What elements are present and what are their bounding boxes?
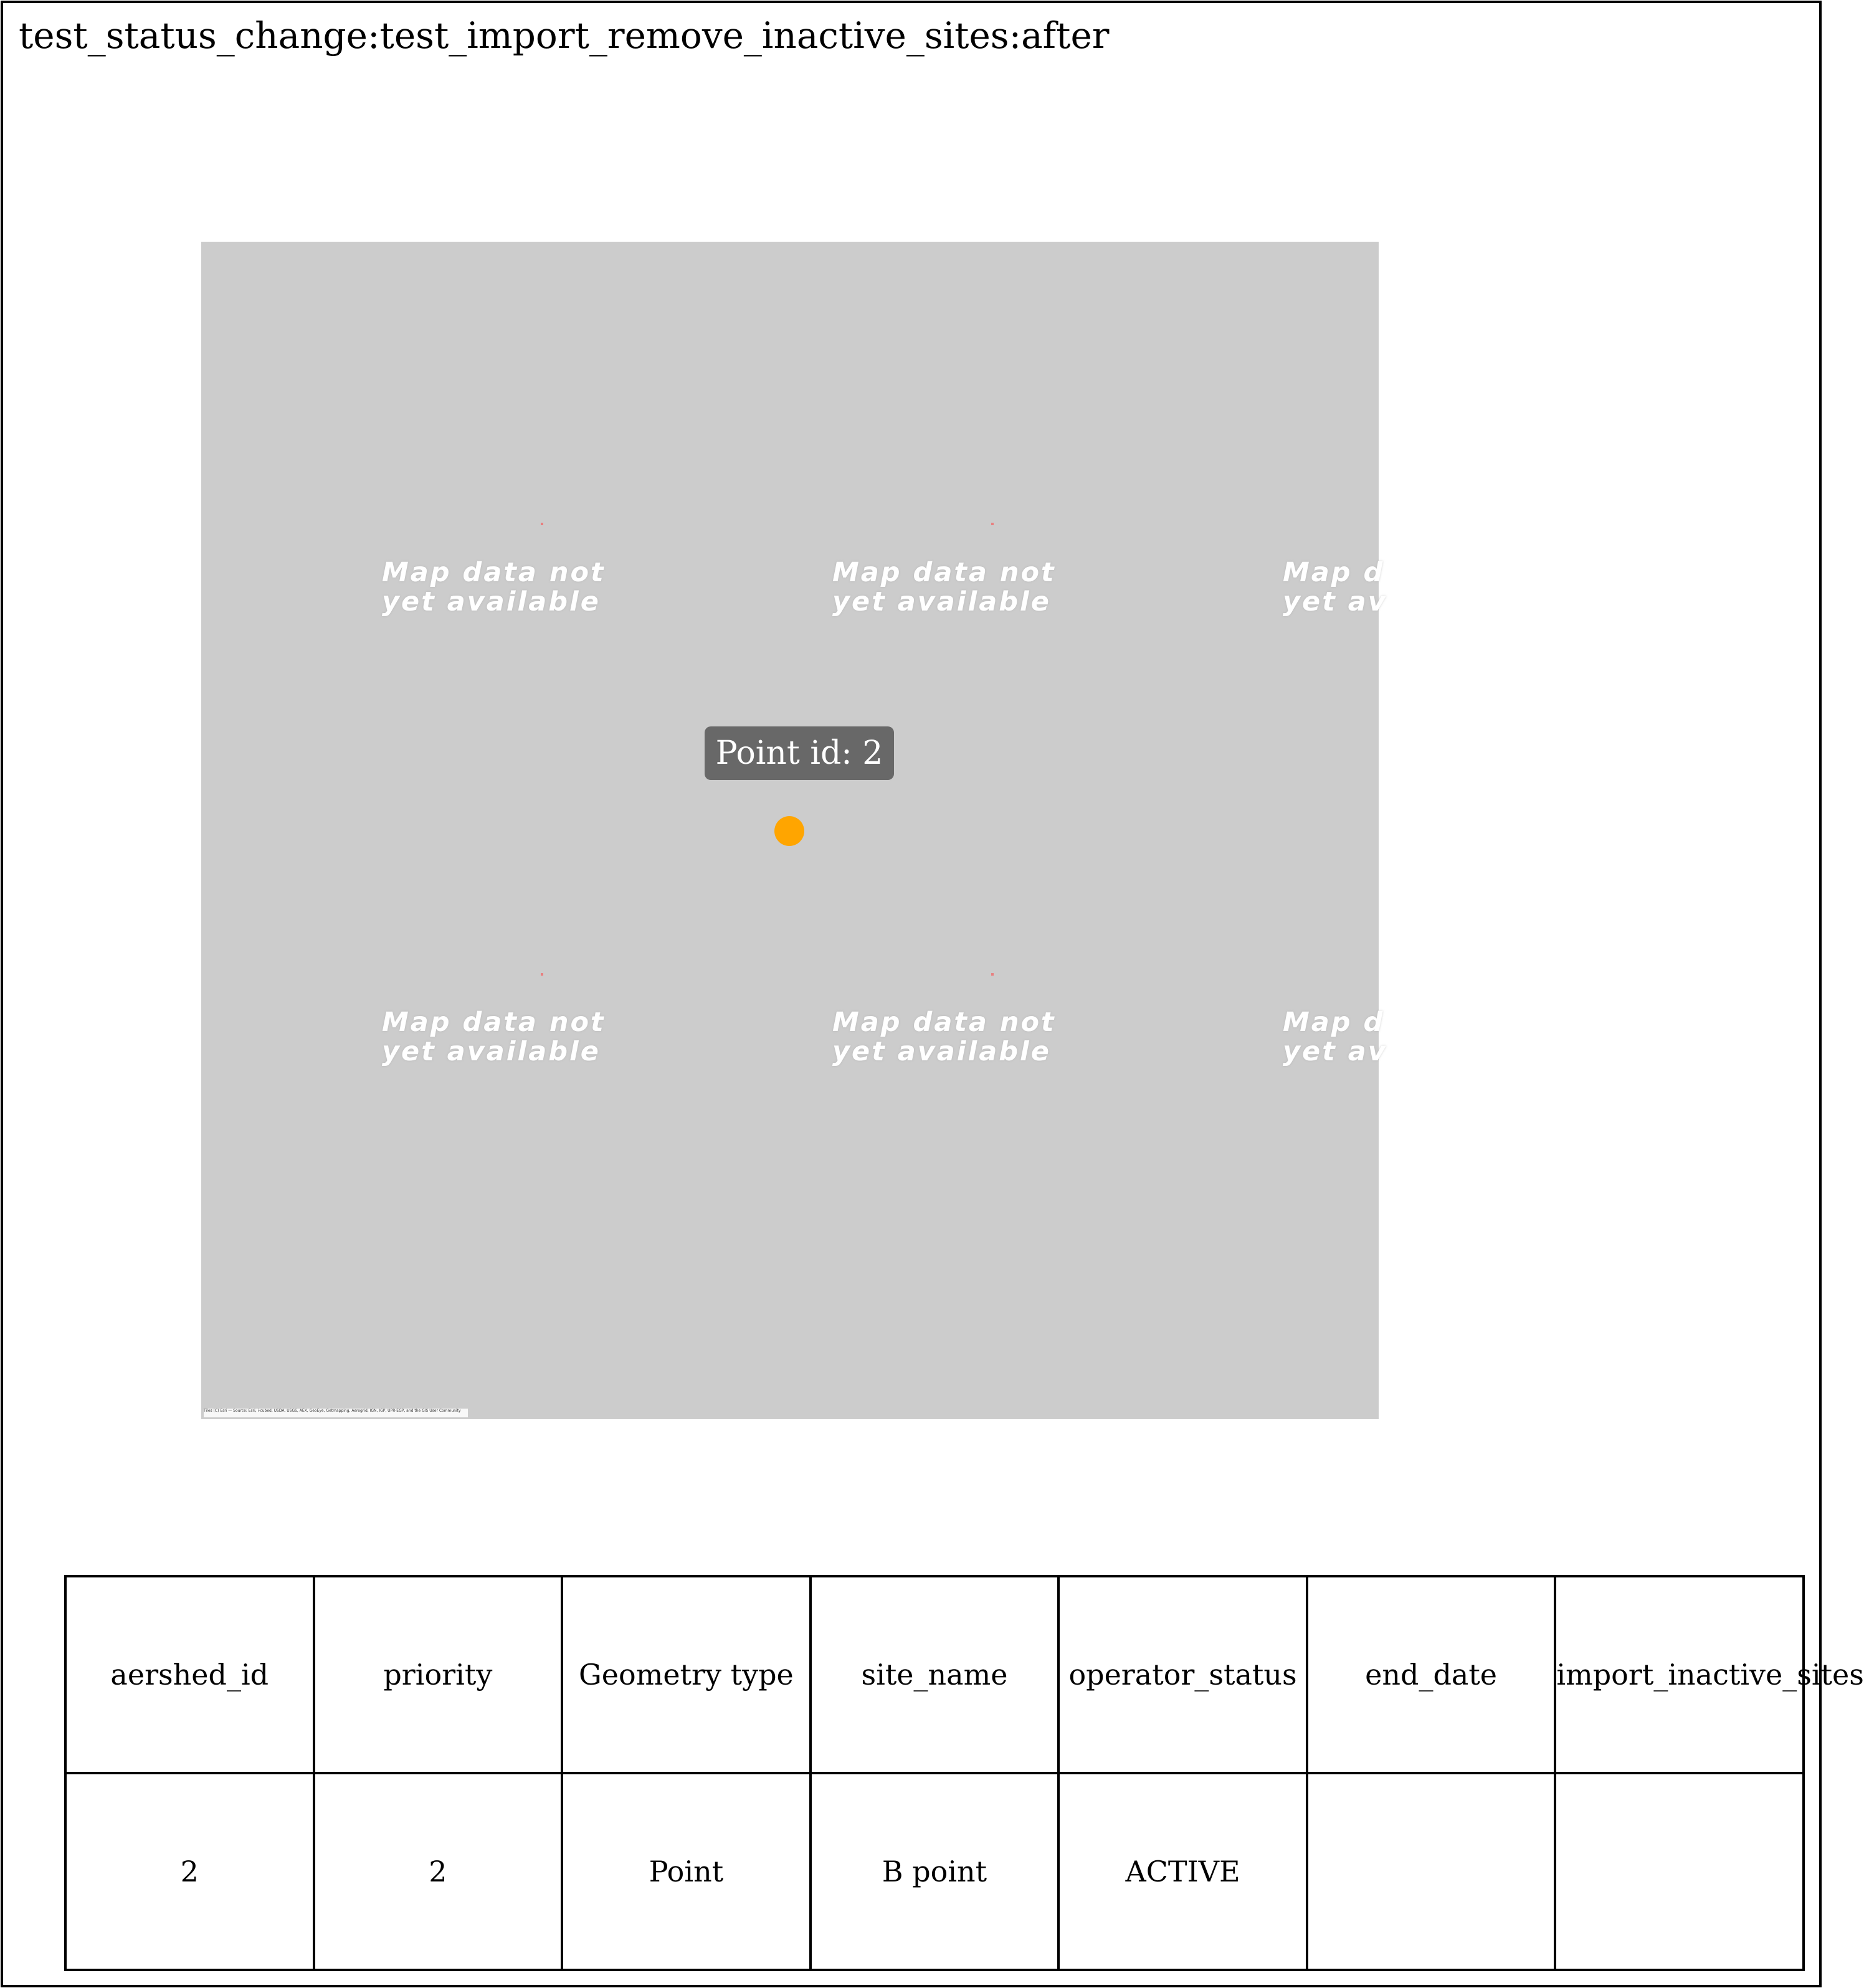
table-header-cell: end_date <box>1307 1576 1556 1773</box>
attribute-table <box>64 1575 1864 1971</box>
tile-placeholder-line1: Map data not <box>832 557 1056 588</box>
tile-marker-dot <box>991 973 994 976</box>
tile-placeholder <box>832 1008 1056 1067</box>
tile-placeholder-line2: yet av <box>1283 1036 1387 1067</box>
table-header-cell: priority <box>314 1576 563 1773</box>
tile-placeholder-line1: Map d <box>1283 1007 1385 1038</box>
tile-placeholder-line2: yet available <box>832 1036 1051 1067</box>
tile-placeholder-line1: Map data not <box>382 557 606 588</box>
map-view[interactable] <box>201 242 1387 1419</box>
table-header-cell: import_inactive_sites <box>1555 1576 1804 1773</box>
tile-marker-dot <box>541 523 543 525</box>
point-tooltip: Point id: 2 <box>705 726 894 780</box>
table-row <box>65 1773 1804 1970</box>
table-cell: 2 <box>314 1773 563 1970</box>
tile-placeholder-line1: Map d <box>1283 557 1385 588</box>
table-cell: ACTIVE <box>1058 1773 1307 1970</box>
point-marker[interactable] <box>774 816 804 846</box>
table-cell <box>1555 1773 1804 1970</box>
table-cell: 2 <box>65 1773 314 1970</box>
table-cell: Point <box>562 1773 811 1970</box>
table-header-row <box>65 1576 1804 1773</box>
tile-marker-dot <box>541 973 543 976</box>
page-title: test_status_change:test_import_remove_inactive_sites:after <box>19 14 1110 57</box>
tile-placeholder-line2: yet av <box>1283 586 1387 617</box>
tile-placeholder <box>382 1008 606 1067</box>
table-header-cell: Geometry type <box>562 1576 811 1773</box>
tile-placeholder-line2: yet available <box>382 1036 601 1067</box>
tile-placeholder-line1: Map data not <box>382 1007 606 1038</box>
map-attribution: Tiles (C) Esri — Source: Esri, i-cubed, USDA, USGS, AEX, GeoEye, Getmapping, Aerogrid, IGN, IGP, UPR-EGP, and the GIS User Community <box>204 1409 468 1417</box>
tile-placeholder <box>1283 1008 1387 1067</box>
tile-placeholder <box>382 558 606 617</box>
table-header-cell: aershed_id <box>65 1576 314 1773</box>
tile-placeholder <box>832 558 1056 617</box>
table-header-cell: operator_status <box>1058 1576 1307 1773</box>
tile-placeholder-line2: yet available <box>832 586 1051 617</box>
table-cell: B point <box>811 1773 1059 1970</box>
tile-placeholder-line2: yet available <box>382 586 601 617</box>
tile-placeholder <box>1283 558 1387 617</box>
tile-placeholder-line1: Map data not <box>832 1007 1056 1038</box>
tile-marker-dot <box>991 523 994 525</box>
table-cell <box>1307 1773 1556 1970</box>
table-header-cell: site_name <box>811 1576 1059 1773</box>
